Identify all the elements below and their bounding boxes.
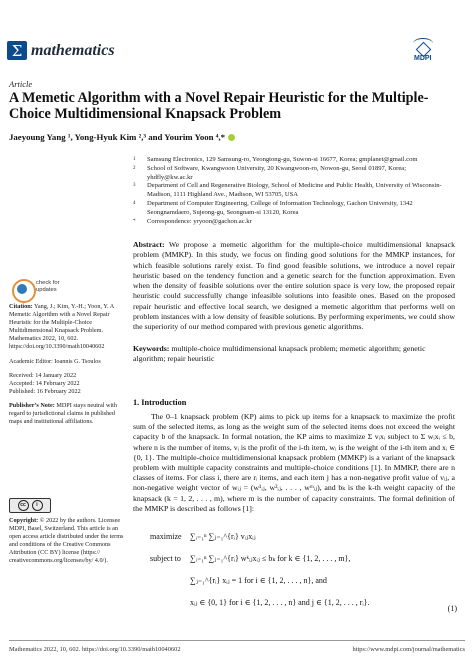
affiliations — [133, 156, 453, 226]
keywords — [133, 344, 455, 365]
equation-number: (1) — [447, 604, 457, 613]
mmkp-formula — [150, 525, 460, 613]
correspondence: * Correspondence: yryoon@gachon.ac.kr — [133, 217, 252, 225]
affiliation-item: 2 School of Software, Kwangwoon University, 20 Kwangwoon-ro, Nowon-gu, Seoul 01897, Korea; yhdfly@kw.ac.kr — [133, 164, 407, 181]
copyright-notice: Copyright: © 2022 by the authors. Licensee MDPI, Basel, Switzerland. This article is an open access article distributed under the terms and conditions of the Creative Commons Attribution (CC BY) license (https:// creativecommons.org/licenses/by/ 4.0/). — [9, 517, 124, 565]
publisher-name: MDPI — [414, 55, 432, 62]
keywords-text: multiple-choice multidimensional knapsack problem; memetic algorithm; genetic algorithm; repair heuristic — [133, 344, 426, 364]
abstract-label: Abstract: — [133, 240, 165, 249]
article-type: Article — [9, 79, 33, 89]
affiliation-item: 4 Department of Computer Engineering, College of Information Technology, Gachon University, 1342 Seongnamdaero, Sujeong-gu, Seongnam-si 13120, Korea — [133, 199, 413, 216]
footer-citation[interactable]: Mathematics 2022, 10, 602. https://doi.org/10.3390/math10040602 — [9, 646, 181, 653]
author-list — [9, 132, 235, 142]
formula-binary-constraint: xᵢⱼ ∈ {0, 1} for i ∈ {1, 2, . . . , n} and j ∈ {1, 2, . . . , rᵢ}. — [190, 597, 370, 607]
received-date: Received: 14 January 2022 — [9, 371, 77, 379]
cc-icon: cc — [18, 500, 29, 511]
journal-logo — [7, 41, 27, 60]
citation: Citation: Yang, J.; Kim, Y.-H.; Yoon, Y. A Memetic Algorithm with a Novel Repair Heuristic for the Multiple-Choice Multidimensional Knapsack Problem. Mathematics 2022, 10, 602. https://doi.org/10.3390/math10040602 — [9, 303, 114, 351]
affiliation-item: 1 Samsung Electronics, 129 Samsung-ro, Yeongtong-gu, Suwon-si 16677, Korea; gmplanet@gmail.com — [133, 156, 418, 163]
abstract-text: We propose a memetic algorithm for the multiple-choice multidimensional knapsack problem (MMKP). In this study, we focus on finding good solutions for the MMKP instances, for which feasible solutions rarely exist. To find good feasible solutions, we introduce a novel repair heuristic based on the tendency function and a genetic search for the function approximation. Even when the density of feasible solutions over the entire solution space is very low, the proposed repair heuristic could successfully change infeasible solutions into feasible ones. Based on the proposed repair heuristic and effective local search, we designed a memetic algorithm that performs well on problem instances with a low density of feasible solutions. By performing experiments, we could show the superiority of our method compared with previous genetic algorithms. — [133, 240, 455, 332]
formula-choice-constraint: ∑ⱼ₌₁^{rᵢ} xᵢⱼ = 1 for i ∈ {1, 2, . . . , n}, and — [190, 575, 327, 585]
cc-by-license-badge[interactable] — [9, 498, 51, 513]
introduction-paragraph: The 0–1 knapsack problem (KP) aims to pick up items for a knapsack to maximize the profit sum of the selected items, as long as the weight sum of the selected items does not exceed the weight capacity b of the knapsack. In formal notation, the KP aims to maximize Σ vᵢxᵢ subject to Σ wᵢxᵢ ≤ b, where n is the number of items, vᵢ is the profit of the i-th item, wᵢ is the weight of the i-th item and xᵢ ∈ {0, 1}. The multiple-choice multidimensional knapsack problem (MMKP) is a variant of the knapsack problem with multiple capacity constraints and multiple-choice conditions [1]. In MMKP, there are n classes of items. For class i, there are rᵢ items, and each item j has a non-negative profit value of vᵢⱼ, a non-negative weight vector of wᵢⱼ = (w¹ᵢⱼ, w²ᵢⱼ, . . . , wᵐᵢⱼ), and bₖ is the k-th weight capacity of the knapsack (k = 1, 2, . . . , m), where m is the number of capacity constraints. The formal definition of the MMKP is described as follows [1]: — [133, 412, 455, 513]
publisher-note: Publisher’s Note: MDPI stays neutral with regard to jurisdictional claims in published maps and institutional affiliations. — [9, 401, 117, 426]
check-updates-label[interactable]: check for updates — [36, 280, 60, 293]
keywords-label: Keywords: — [133, 344, 170, 353]
published-date: Published: 16 February 2022 — [9, 387, 81, 395]
affiliation-item: 3 Department of Cell and Regenerative Biology, School of Medicine and Public Health, University of Wisconsin-Madison, 1111 Highland Ave., Madison, WI 53705, USA — [133, 182, 442, 199]
by-person-icon: i — [32, 500, 43, 511]
formula-objective: maximize ∑ᵢ₌₁ⁿ ∑ⱼ₌₁^{rᵢ} vᵢⱼxᵢⱼ — [150, 531, 256, 541]
abstract — [133, 240, 455, 333]
accepted-date: Accepted: 14 February 2022 — [9, 379, 80, 387]
footer-divider — [9, 640, 465, 641]
check-updates-inner-icon — [17, 284, 27, 294]
article-info-sidebar — [9, 303, 127, 432]
journal-name: mathematics — [31, 42, 115, 59]
academic-editor: Academic Editor: Ioannis G. Tsoulos — [9, 357, 101, 365]
section-heading: 1. Introduction — [133, 398, 187, 407]
paper-title: A Memetic Algorithm with a Novel Repair Heuristic for the Multiple-Choice Multidimensional Knapsack Problem — [9, 90, 429, 122]
formula-capacity-constraint: subject to ∑ᵢ₌₁ⁿ ∑ⱼ₌₁^{rᵢ} wᵏᵢⱼxᵢⱼ ≤ bₖ for k ∈ {1, 2, . . . , m}, — [150, 553, 351, 563]
footer-journal-link[interactable]: https://www.mdpi.com/journal/mathematics — [352, 646, 465, 653]
sigma-icon: Σ — [11, 41, 23, 60]
orcid-icon[interactable] — [228, 134, 235, 141]
authors-text: Jaeyoung Yang ¹, Yong-Hyuk Kim ²,³ and Yourim Yoon ⁴,* — [9, 132, 226, 142]
